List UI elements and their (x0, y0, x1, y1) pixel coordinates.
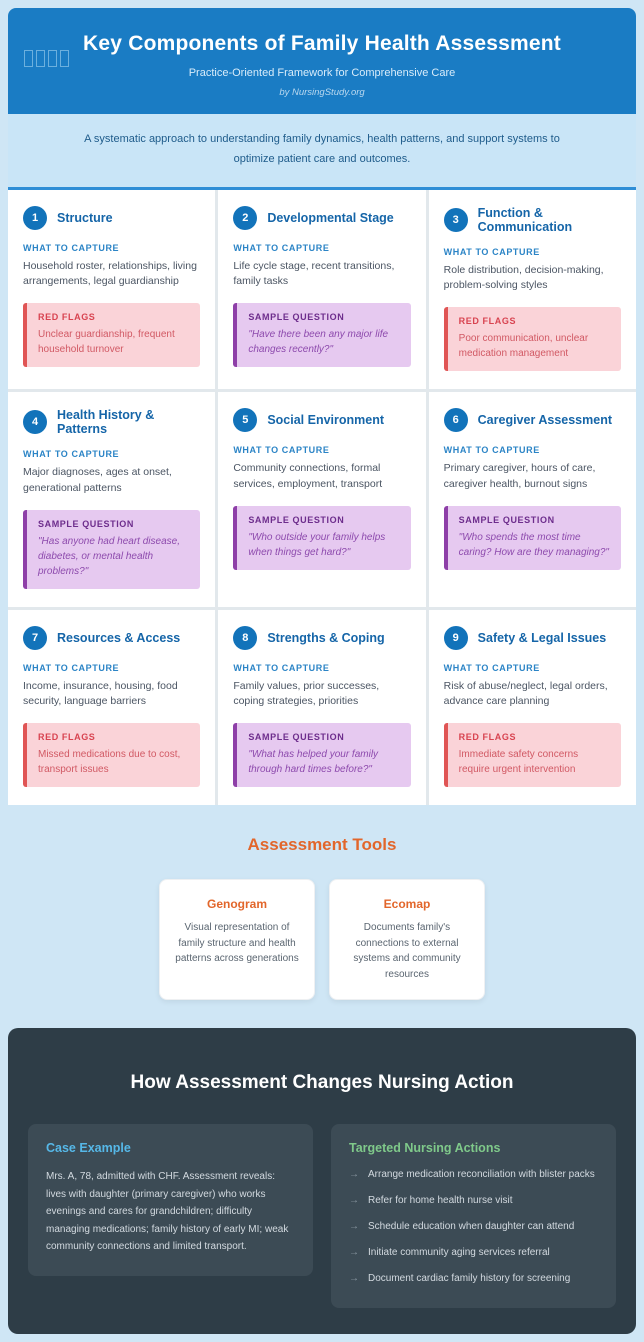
red-flags-box (444, 723, 621, 787)
note-text: Immediate safety concerns require urgent intervention (458, 749, 579, 776)
card-header (233, 626, 410, 650)
targeted-actions-panel (331, 1124, 616, 1308)
capture-label: WHAT TO CAPTURE (23, 242, 120, 253)
card-header (444, 206, 621, 234)
action-list-item (349, 1246, 598, 1260)
note-label: RED FLAGS (458, 316, 517, 327)
note-text: Missed medications due to cost, transport issues (38, 749, 181, 776)
note-label: RED FLAGS (38, 312, 96, 323)
action-panels (28, 1124, 616, 1308)
red-flags-box (23, 723, 200, 787)
action-heading: How Assessment Changes Nursing Action (130, 1072, 514, 1094)
capture-label: WHAT TO CAPTURE (233, 662, 330, 673)
card-title: Safety & Legal Issues (477, 630, 607, 645)
note-text: "What has helped your family through hard times before?" (248, 749, 379, 776)
tool-card-ecomap (329, 879, 485, 1000)
sample-question-box (233, 723, 410, 787)
byline: by NursingStudy.org (279, 87, 365, 98)
action-item-text: Schedule education when daughter can attend (368, 1221, 575, 1233)
capture-text: Life cycle stage, recent transitions, family tasks (233, 259, 395, 288)
card-title: Caregiver Assessment (477, 413, 612, 428)
tool-description: Visual representation of family structure and health patterns across generations (175, 922, 299, 965)
action-item-text: Document cardiac family history for screening (368, 1273, 571, 1285)
number-badge: 4 (23, 410, 47, 434)
card-developmental-stage (218, 190, 425, 390)
card-caregiver-assessment (429, 392, 636, 607)
note-text: "Has anyone had heart disease, diabetes, or mental health problems?" (38, 535, 180, 577)
card-title: Developmental Stage (267, 210, 394, 225)
nursing-action-section (8, 1028, 636, 1334)
red-flags-box (444, 307, 621, 371)
card-safety-legal (429, 610, 636, 806)
note-label: SAMPLE QUESTION (248, 312, 345, 323)
capture-text: Community connections, formal services, employment, transport (233, 462, 383, 490)
assessment-tools-section (8, 805, 636, 1004)
note-text: Poor communication, unclear medication management (458, 333, 589, 360)
note-text: "Have there been any major life changes recently?" (248, 329, 389, 356)
infographic (8, 8, 636, 1334)
page-subtitle: Practice-Oriented Framework for Comprehensive Care (188, 67, 456, 79)
action-list-item (349, 1272, 598, 1286)
number-badge: 6 (444, 408, 468, 432)
note-text: "Who outside your family helps when things get hard?" (248, 531, 386, 558)
tool-card-genogram (159, 879, 315, 1000)
note-label: SAMPLE QUESTION (248, 732, 345, 743)
case-example-title: Case Example (46, 1141, 131, 1156)
tool-name: Ecomap (383, 897, 431, 912)
component-grid (8, 190, 636, 806)
number-badge: 5 (233, 408, 257, 432)
card-title: Health History & Patterns (57, 408, 155, 437)
card-title: Social Environment (267, 413, 385, 428)
case-example-panel (28, 1124, 313, 1276)
card-title: Strengths & Coping (267, 630, 385, 645)
capture-text: Role distribution, decision-making, problem-solving styles (443, 263, 604, 292)
action-list-item (349, 1168, 598, 1182)
capture-text: Risk of abuse/neglect, legal orders, advance care planning (443, 679, 608, 708)
number-badge: 1 (23, 206, 47, 230)
card-title: Resources & Access (57, 630, 181, 645)
action-item-text: Initiate community aging services referral (368, 1247, 550, 1259)
note-label: RED FLAGS (458, 732, 517, 743)
number-badge: 9 (444, 626, 468, 650)
card-strengths-coping (218, 610, 425, 806)
capture-label: WHAT TO CAPTURE (233, 242, 330, 253)
logo-placeholder-icon (24, 50, 69, 67)
card-header (23, 408, 200, 436)
tools-row (8, 879, 636, 1000)
capture-label: WHAT TO CAPTURE (23, 449, 120, 460)
arrow-icon: → (349, 1169, 359, 1181)
card-header (233, 408, 410, 432)
number-badge: 3 (444, 208, 468, 232)
note-text: Unclear guardianship, frequent household turnover (38, 329, 175, 356)
card-header (233, 206, 410, 230)
sample-question-box (233, 506, 410, 570)
number-badge: 7 (23, 626, 47, 650)
arrow-icon: → (349, 1195, 359, 1207)
capture-text: Income, insurance, housing, food security, language barriers (23, 679, 178, 708)
note-label: SAMPLE QUESTION (458, 514, 555, 525)
capture-label: WHAT TO CAPTURE (233, 445, 330, 456)
card-header (444, 408, 621, 432)
action-list-item (349, 1194, 598, 1208)
number-badge: 8 (233, 626, 257, 650)
note-label: RED FLAGS (38, 732, 96, 743)
sample-question-box (23, 510, 200, 589)
tool-description: Documents family's connections to external systems and community resources (353, 922, 461, 980)
capture-label: WHAT TO CAPTURE (443, 246, 540, 257)
arrow-icon: → (349, 1273, 359, 1285)
capture-text: Primary caregiver, hours of care, caregiver health, burnout signs (443, 462, 596, 490)
card-header (23, 626, 200, 650)
note-text: "Who spends the most time caring? How are they managing?" (458, 531, 609, 558)
capture-text: Family values, prior successes, coping strategies, priorities (233, 679, 380, 708)
card-health-history (8, 392, 215, 607)
card-header (444, 626, 621, 650)
capture-label: WHAT TO CAPTURE (23, 662, 120, 673)
tools-heading: Assessment Tools (247, 835, 397, 855)
tool-name: Genogram (206, 897, 267, 912)
action-list-item (349, 1220, 598, 1234)
sample-question-box (233, 303, 410, 367)
card-function-communication (429, 190, 636, 390)
note-label: SAMPLE QUESTION (248, 514, 345, 525)
note-label: SAMPLE QUESTION (38, 518, 135, 529)
card-social-environment (218, 392, 425, 607)
card-title: Function & Communication (477, 205, 573, 234)
capture-label: WHAT TO CAPTURE (443, 445, 540, 456)
red-flags-box (23, 303, 200, 367)
targeted-actions-title: Targeted Nursing Actions (349, 1141, 501, 1156)
card-title: Structure (57, 210, 113, 225)
capture-text: Household roster, relationships, living arrangements, legal guardianship (23, 259, 197, 288)
case-example-text: Mrs. A, 78, admitted with CHF. Assessment reveals: lives with daughter (primary caregiver) who works evenings and cares for grandchildren; difficulty managing medications; family history of early MI; weak community connections and limited transport. (46, 1171, 289, 1253)
capture-text: Major diagnoses, ages at onset, generational patterns (23, 466, 172, 494)
page-title: Key Components of Family Health Assessment (83, 32, 561, 55)
action-item-text: Arrange medication reconciliation with blister packs (368, 1169, 595, 1181)
card-structure (8, 190, 215, 390)
number-badge: 2 (233, 206, 257, 230)
intro-text: A systematic approach to understanding family dynamics, health patterns, and support systems to optimize patient care and outcomes. (8, 114, 636, 190)
card-header (23, 206, 200, 230)
capture-label: WHAT TO CAPTURE (443, 662, 540, 673)
arrow-icon: → (349, 1247, 359, 1259)
header-banner (8, 8, 636, 114)
action-item-text: Refer for home health nurse visit (368, 1195, 513, 1207)
sample-question-box (444, 506, 621, 570)
arrow-icon: → (349, 1221, 359, 1233)
card-resources-access (8, 610, 215, 806)
